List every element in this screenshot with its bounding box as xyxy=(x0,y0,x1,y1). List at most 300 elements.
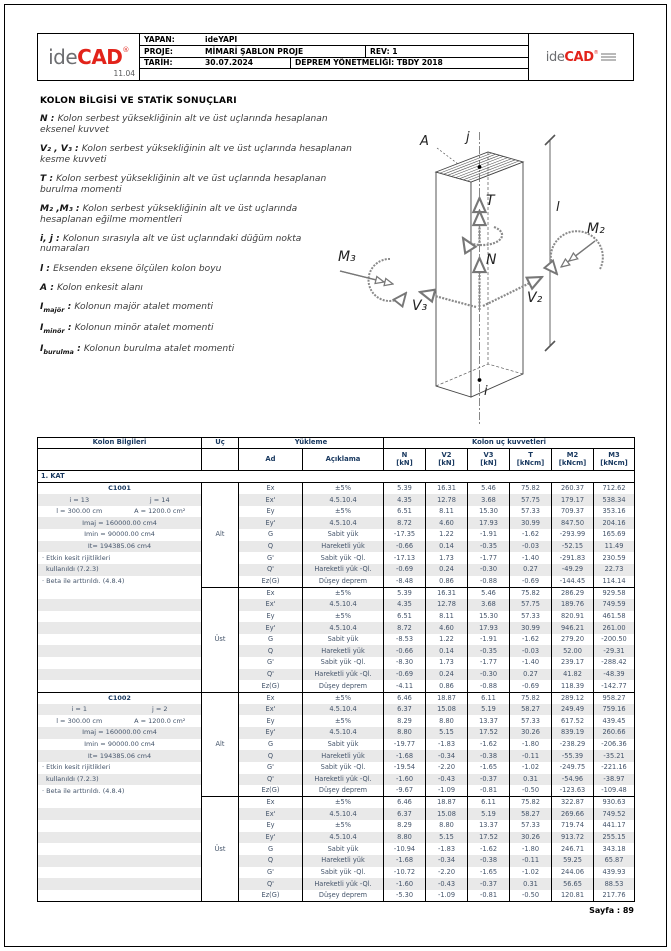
force-value-cell: 4.60 xyxy=(426,622,468,634)
force-value-cell: -1.09 xyxy=(426,785,468,797)
force-value-cell: 269.66 xyxy=(552,808,594,820)
definition-term: V₂ , V₃ : xyxy=(40,143,82,154)
load-name-cell: G xyxy=(239,739,303,751)
force-value-cell: 6.37 xyxy=(384,808,426,820)
force-value-cell: 441.17 xyxy=(594,820,635,832)
force-value-cell: -221.16 xyxy=(594,762,635,774)
column-info-cell: C1001 xyxy=(38,483,202,495)
brand-cad: CAD xyxy=(564,49,594,65)
force-value-cell: -293.99 xyxy=(552,529,594,541)
force-value-cell: -0.88 xyxy=(468,576,510,588)
table-row xyxy=(38,634,635,646)
force-value-cell: -1.83 xyxy=(426,843,468,855)
force-value-cell: 13.37 xyxy=(468,820,510,832)
header-sub-row xyxy=(38,449,635,471)
load-desc-cell: Düşey deprem xyxy=(303,785,384,797)
moment-m2-vector-second-head xyxy=(569,241,595,261)
logo-version: 11.04 xyxy=(113,69,135,78)
tarih-label: TARİH: xyxy=(144,58,173,68)
force-value-cell: 57.33 xyxy=(510,506,552,518)
field-row-tarih xyxy=(140,58,528,70)
force-value-cell: -249.75 xyxy=(552,762,594,774)
column-info-cell: C1002 xyxy=(38,692,202,704)
force-value-cell: 17.52 xyxy=(468,832,510,844)
load-desc-cell: ±5% xyxy=(303,587,384,599)
force-value-cell: 15.30 xyxy=(468,506,510,518)
results-table-header xyxy=(38,438,635,471)
force-value-cell: 244.06 xyxy=(552,867,594,879)
load-desc-cell: Hareketli yük -Ql. xyxy=(303,774,384,786)
force-value-cell: -19.54 xyxy=(384,762,426,774)
force-value-cell: 820.91 xyxy=(552,611,594,623)
force-value-cell: 8.11 xyxy=(426,506,468,518)
table-row xyxy=(38,517,635,529)
force-value-cell: 217.76 xyxy=(594,890,635,902)
force-value-cell: -2.20 xyxy=(426,867,468,879)
force-value-cell: -0.66 xyxy=(384,645,426,657)
force-value-cell: 118.39 xyxy=(552,680,594,692)
force-value-cell: -10.94 xyxy=(384,843,426,855)
load-desc-cell: 4.5.10.4 xyxy=(303,727,384,739)
force-value-cell: -1.65 xyxy=(468,867,510,879)
load-name-cell: G xyxy=(239,843,303,855)
force-value-cell: 65.87 xyxy=(594,855,635,867)
force-value-cell: -0.69 xyxy=(510,680,552,692)
definition-item xyxy=(40,114,352,135)
load-name-cell: Ey xyxy=(239,820,303,832)
force-value-cell: -0.43 xyxy=(426,774,468,786)
force-value-cell: 189.76 xyxy=(552,599,594,611)
yapan-value: ideYAPI xyxy=(205,34,238,44)
table-row xyxy=(38,797,635,809)
force-value-cell: -1.62 xyxy=(468,739,510,751)
end-cell: Üst xyxy=(202,587,239,692)
table-row xyxy=(38,692,635,704)
force-value-cell: -1.40 xyxy=(510,657,552,669)
definition-item xyxy=(40,344,352,356)
definition-text: Kolonun minör atalet momenti xyxy=(74,323,214,334)
force-value-cell: -0.37 xyxy=(468,774,510,786)
load-desc-cell: ±5% xyxy=(303,611,384,623)
force-value-cell: -144.45 xyxy=(552,576,594,588)
force-value-cell: 0.31 xyxy=(510,774,552,786)
length-dimension xyxy=(545,135,555,351)
force-value-cell: 57.75 xyxy=(510,599,552,611)
column-info-cell: Imaj = 160000.00 cm4 xyxy=(38,517,202,529)
force-value-cell: 8.29 xyxy=(384,715,426,727)
force-value-cell: -1.68 xyxy=(384,750,426,762)
force-value-cell: 4.60 xyxy=(426,517,468,529)
load-name-cell: Ex' xyxy=(239,599,303,611)
regulation-value: DEPREM YÖNETMELİĞİ: TBDY 2018 xyxy=(290,58,528,69)
force-value-cell: 5.19 xyxy=(468,808,510,820)
force-value-cell: 249.49 xyxy=(552,704,594,716)
definition-text: Kolonun majör atalet momenti xyxy=(74,302,214,313)
force-value-cell: 57.33 xyxy=(510,715,552,727)
definition-item xyxy=(40,302,352,314)
force-value-cell: 5.39 xyxy=(384,483,426,495)
load-name-cell: Ey' xyxy=(239,727,303,739)
force-value-cell: -0.69 xyxy=(510,576,552,588)
force-value-cell: 88.53 xyxy=(594,878,635,890)
load-desc-cell: Sabit yük xyxy=(303,739,384,751)
force-value-cell: 22.73 xyxy=(594,564,635,576)
end-cell: Alt xyxy=(202,692,239,797)
force-value-cell: 41.82 xyxy=(552,669,594,681)
force-value-cell: 5.46 xyxy=(468,483,510,495)
force-value-cell: 322.87 xyxy=(552,797,594,809)
force-value-cell: -0.35 xyxy=(468,541,510,553)
force-value-cell: 0.27 xyxy=(510,564,552,576)
force-value-cell: 0.24 xyxy=(426,669,468,681)
definition-term: M₂ ,M₃ : xyxy=(40,203,83,214)
definition-text: Kolon serbest yüksekliğinin alt ve üst uçlarında hesaplanan kesme kuvveti xyxy=(40,143,352,165)
column-info-cell: kullanıldı (7.2.3) xyxy=(38,564,202,576)
force-value-cell: -206.36 xyxy=(594,739,635,751)
load-desc-cell: Düşey deprem xyxy=(303,890,384,902)
table-row xyxy=(38,843,635,855)
force-value-cell: -142.77 xyxy=(594,680,635,692)
moment-m2-arc xyxy=(551,231,603,274)
load-desc-cell: 4.5.10.4 xyxy=(303,599,384,611)
table-row xyxy=(38,750,635,762)
force-value-cell: -2.20 xyxy=(426,762,468,774)
results-table-body xyxy=(38,471,635,902)
column-info-cell xyxy=(38,669,202,681)
load-name-cell: Ey xyxy=(239,506,303,518)
force-value-cell: 719.74 xyxy=(552,820,594,832)
force-value-cell: 165.69 xyxy=(594,529,635,541)
load-desc-cell: 4.5.10.4 xyxy=(303,622,384,634)
force-value-cell: 260.66 xyxy=(594,727,635,739)
load-name-cell: Q xyxy=(239,750,303,762)
definition-text: Eksenden eksene ölçülen kolon boyu xyxy=(53,263,222,274)
column-info-cell xyxy=(38,832,202,844)
definition-item xyxy=(40,323,352,335)
table-row xyxy=(38,727,635,739)
logo-cad: CAD xyxy=(77,45,123,69)
table-row xyxy=(38,483,635,495)
table-row xyxy=(38,680,635,692)
force-value-cell: 4.35 xyxy=(384,599,426,611)
table-row xyxy=(38,541,635,553)
load-name-cell: Ez(G) xyxy=(239,785,303,797)
column-info-cell xyxy=(38,622,202,634)
table-row xyxy=(38,762,635,774)
load-desc-cell: 4.5.10.4 xyxy=(303,808,384,820)
force-value-cell: 8.72 xyxy=(384,517,426,529)
force-value-cell: -1.83 xyxy=(426,739,468,751)
definition-item xyxy=(40,283,352,294)
force-value-cell: -238.29 xyxy=(552,739,594,751)
load-desc-cell: 4.5.10.4 xyxy=(303,517,384,529)
load-desc-cell: Sabit yük -Ql. xyxy=(303,657,384,669)
force-value-cell: 5.39 xyxy=(384,587,426,599)
load-desc-cell: Hareketli yük -Ql. xyxy=(303,564,384,576)
column-info-cell xyxy=(38,797,202,809)
table-row xyxy=(38,715,635,727)
force-value-cell: 6.46 xyxy=(384,692,426,704)
idecad-brand-box xyxy=(528,33,634,81)
force-value-cell: -0.34 xyxy=(426,855,468,867)
table-row xyxy=(38,808,635,820)
force-value-cell: -29.31 xyxy=(594,645,635,657)
force-value-cell: -0.69 xyxy=(384,564,426,576)
force-value-cell: 12.78 xyxy=(426,599,468,611)
definition-term: $I_{minör}$ : xyxy=(40,323,75,335)
load-desc-cell: Hareketli yük xyxy=(303,645,384,657)
force-value-cell: -0.38 xyxy=(468,750,510,762)
force-value-cell: 8.80 xyxy=(384,727,426,739)
yapan-label: YAPAN: xyxy=(144,34,175,44)
force-value-cell: -0.03 xyxy=(510,541,552,553)
force-value-cell: 239.17 xyxy=(552,657,594,669)
idecad-logo-text xyxy=(48,47,129,67)
load-name-cell: Ex' xyxy=(239,808,303,820)
load-name-cell: Ez(G) xyxy=(239,680,303,692)
force-value-cell: 847.50 xyxy=(552,517,594,529)
load-name-cell: Q' xyxy=(239,878,303,890)
force-value-cell: 75.82 xyxy=(510,483,552,495)
column-info-cell: It= 194385.06 cm4 xyxy=(38,750,202,762)
table-row xyxy=(38,867,635,879)
definition-text: Kolonun sırasıyla alt ve üst uçlarındaki düğüm nokta numaraları xyxy=(40,233,302,255)
load-desc-cell: ±5% xyxy=(303,692,384,704)
definitions xyxy=(40,114,352,357)
force-value-cell: -9.67 xyxy=(384,785,426,797)
column-info-cell xyxy=(38,855,202,867)
force-value-cell: 759.16 xyxy=(594,704,635,716)
force-value-cell: 30.99 xyxy=(510,517,552,529)
force-value-cell: -1.68 xyxy=(384,855,426,867)
label-moment-m2: M₂ xyxy=(587,221,605,237)
load-name-cell: G' xyxy=(239,762,303,774)
force-value-cell: 0.14 xyxy=(426,541,468,553)
load-desc-cell: Düşey deprem xyxy=(303,576,384,588)
definition-item xyxy=(40,174,352,195)
force-value-cell: -288.42 xyxy=(594,657,635,669)
load-desc-cell: Hareketli yük xyxy=(303,855,384,867)
force-value-cell: 538.34 xyxy=(594,494,635,506)
force-value-cell: 58.27 xyxy=(510,704,552,716)
force-value-cell: 6.11 xyxy=(468,692,510,704)
force-value-cell: 3.68 xyxy=(468,494,510,506)
load-desc-cell: ±5% xyxy=(303,715,384,727)
force-value-cell: -0.50 xyxy=(510,785,552,797)
force-value-cell: 1.22 xyxy=(426,634,468,646)
column-info-cell: Imaj = 160000.00 cm4 xyxy=(38,727,202,739)
column-info-cell: · Etkin kesit rijitlikleri xyxy=(38,762,202,774)
column-info-cell: · Etkin kesit rijitlikleri xyxy=(38,552,202,564)
header-spacer-info xyxy=(38,449,202,471)
force-value-cell: 5.46 xyxy=(468,587,510,599)
force-value-cell: -1.02 xyxy=(510,762,552,774)
force-value-cell: -1.91 xyxy=(468,529,510,541)
force-value-cell: 30.99 xyxy=(510,622,552,634)
load-name-cell: Ex xyxy=(239,587,303,599)
table-row xyxy=(38,785,635,797)
force-value-cell: 6.51 xyxy=(384,611,426,623)
force-value-cell: -1.02 xyxy=(510,867,552,879)
load-name-cell: G' xyxy=(239,867,303,879)
force-value-cell: 5.15 xyxy=(426,727,468,739)
load-name-cell: Ez(G) xyxy=(239,890,303,902)
header-ad: Ad xyxy=(239,449,303,471)
load-name-cell: G' xyxy=(239,552,303,564)
force-value-cell: 75.82 xyxy=(510,692,552,704)
header-kolon-uc-kuvvetleri: Kolon uç kuvvetleri xyxy=(384,438,635,449)
column-info-cell xyxy=(38,599,202,611)
force-value-cell: 709.37 xyxy=(552,506,594,518)
force-value-cell: -109.48 xyxy=(594,785,635,797)
load-name-cell: Ey xyxy=(239,715,303,727)
load-name-cell: Ez(G) xyxy=(239,576,303,588)
force-value-cell: 6.51 xyxy=(384,506,426,518)
force-value-cell: 13.37 xyxy=(468,715,510,727)
force-value-cell: -1.62 xyxy=(510,529,552,541)
force-value-cell: -0.35 xyxy=(468,645,510,657)
force-value-cell: -48.39 xyxy=(594,669,635,681)
force-value-cell: 8.80 xyxy=(426,820,468,832)
force-value-cell: -1.40 xyxy=(510,552,552,564)
force-value-cell: 839.19 xyxy=(552,727,594,739)
force-value-cell: -0.81 xyxy=(468,785,510,797)
load-name-cell: G' xyxy=(239,657,303,669)
force-value-cell: 16.31 xyxy=(426,483,468,495)
force-value-cell: -0.81 xyxy=(468,890,510,902)
idecad-logo xyxy=(37,33,140,81)
load-desc-cell: ±5% xyxy=(303,820,384,832)
load-name-cell: Ex xyxy=(239,797,303,809)
label-area: A xyxy=(420,134,429,149)
force-value-cell: 958.27 xyxy=(594,692,635,704)
force-value-cell: 230.59 xyxy=(594,552,635,564)
load-desc-cell: Sabit yük -Ql. xyxy=(303,552,384,564)
label-node-i: i xyxy=(484,384,488,399)
label-node-j: j xyxy=(466,130,470,145)
force-value-cell: 3.68 xyxy=(468,599,510,611)
force-value-cell: -0.34 xyxy=(426,750,468,762)
end-cell: Alt xyxy=(202,483,239,588)
load-desc-cell: 4.5.10.4 xyxy=(303,832,384,844)
definition-text: Kolon serbest yüksekliğinin alt ve üst uçlarında hesaplanan eğilme momentleri xyxy=(40,203,298,225)
load-name-cell: Ex xyxy=(239,692,303,704)
force-value-cell: 17.93 xyxy=(468,517,510,529)
table-row xyxy=(38,576,635,588)
load-name-cell: Q' xyxy=(239,564,303,576)
force-value-cell: -0.30 xyxy=(468,564,510,576)
force-value-cell: 8.80 xyxy=(384,832,426,844)
definition-item xyxy=(40,264,352,275)
force-value-cell: -54.96 xyxy=(552,774,594,786)
force-value-cell: 0.86 xyxy=(426,576,468,588)
force-value-cell: 749.59 xyxy=(594,599,635,611)
column-info-cell: · Beta ile arttırıldı. (4.8.4) xyxy=(38,576,202,588)
force-value-cell: 289.12 xyxy=(552,692,594,704)
idecad-brand-text xyxy=(546,50,598,65)
force-value-cell: 57.33 xyxy=(510,820,552,832)
table-row xyxy=(38,669,635,681)
header-force-v3: V3 [kN] xyxy=(468,449,510,471)
load-name-cell: G xyxy=(239,529,303,541)
definition-term: i, j : xyxy=(40,233,63,244)
load-name-cell: Ey' xyxy=(239,832,303,844)
force-value-cell: 17.93 xyxy=(468,622,510,634)
definition-term: N : xyxy=(40,114,58,124)
force-value-cell: -0.69 xyxy=(384,669,426,681)
force-value-cell: -0.30 xyxy=(468,669,510,681)
force-value-cell: 439.45 xyxy=(594,715,635,727)
force-value-cell: 16.31 xyxy=(426,587,468,599)
force-value-cell: 4.35 xyxy=(384,494,426,506)
force-value-cell: 17.52 xyxy=(468,727,510,739)
load-name-cell: Ex xyxy=(239,483,303,495)
force-value-cell: -0.50 xyxy=(510,890,552,902)
force-value-cell: 946.21 xyxy=(552,622,594,634)
definition-item xyxy=(40,234,352,255)
force-value-cell: -1.62 xyxy=(510,634,552,646)
definition-term: l : xyxy=(40,263,54,274)
force-value-cell: 59.25 xyxy=(552,855,594,867)
force-value-cell: 617.52 xyxy=(552,715,594,727)
load-desc-cell: 4.5.10.4 xyxy=(303,494,384,506)
header-force-v2: V2 [kN] xyxy=(426,449,468,471)
force-value-cell: -5.30 xyxy=(384,890,426,902)
table-row xyxy=(38,587,635,599)
load-desc-cell: Sabit yük xyxy=(303,843,384,855)
column-info-cell xyxy=(38,657,202,669)
force-value-cell: -52.15 xyxy=(552,541,594,553)
force-value-cell: -38.97 xyxy=(594,774,635,786)
definition-item xyxy=(40,204,352,225)
force-value-cell: -0.37 xyxy=(468,878,510,890)
column-info-cell: l = 300.00 cm A = 1200.0 cm² xyxy=(38,715,202,727)
table-row xyxy=(38,506,635,518)
force-value-cell: -1.80 xyxy=(510,739,552,751)
column-info-cell xyxy=(38,587,202,599)
load-name-cell: Q' xyxy=(239,774,303,786)
label-shear-v2: V₂ xyxy=(527,290,543,306)
force-value-cell: 749.52 xyxy=(594,808,635,820)
load-desc-cell: 4.5.10.4 xyxy=(303,704,384,716)
column-info-cell xyxy=(38,611,202,623)
load-name-cell: Q xyxy=(239,541,303,553)
table-row xyxy=(38,832,635,844)
table-row xyxy=(38,611,635,623)
force-value-cell: -4.11 xyxy=(384,680,426,692)
force-value-cell: -1.60 xyxy=(384,878,426,890)
force-value-cell: -8.48 xyxy=(384,576,426,588)
table-row xyxy=(38,622,635,634)
node-i-dot xyxy=(478,378,482,382)
header-spacer-uc xyxy=(202,449,239,471)
load-desc-cell: Hareketli yük -Ql. xyxy=(303,669,384,681)
force-value-cell: 246.71 xyxy=(552,843,594,855)
field-row-empty xyxy=(140,69,528,80)
load-desc-cell: ±5% xyxy=(303,483,384,495)
area-leader-line xyxy=(437,148,458,164)
force-value-cell: 8.11 xyxy=(426,611,468,623)
force-value-cell: -0.43 xyxy=(426,878,468,890)
header-force-t: T [kNcm] xyxy=(510,449,552,471)
definition-text: Kolonun burulma atalet momenti xyxy=(83,344,235,355)
label-torsion: T xyxy=(486,193,495,209)
definition-term: T : xyxy=(40,173,57,184)
force-value-cell: 6.37 xyxy=(384,704,426,716)
force-value-cell: -1.80 xyxy=(510,843,552,855)
header-group-row xyxy=(38,438,635,449)
force-value-cell: 179.17 xyxy=(552,494,594,506)
